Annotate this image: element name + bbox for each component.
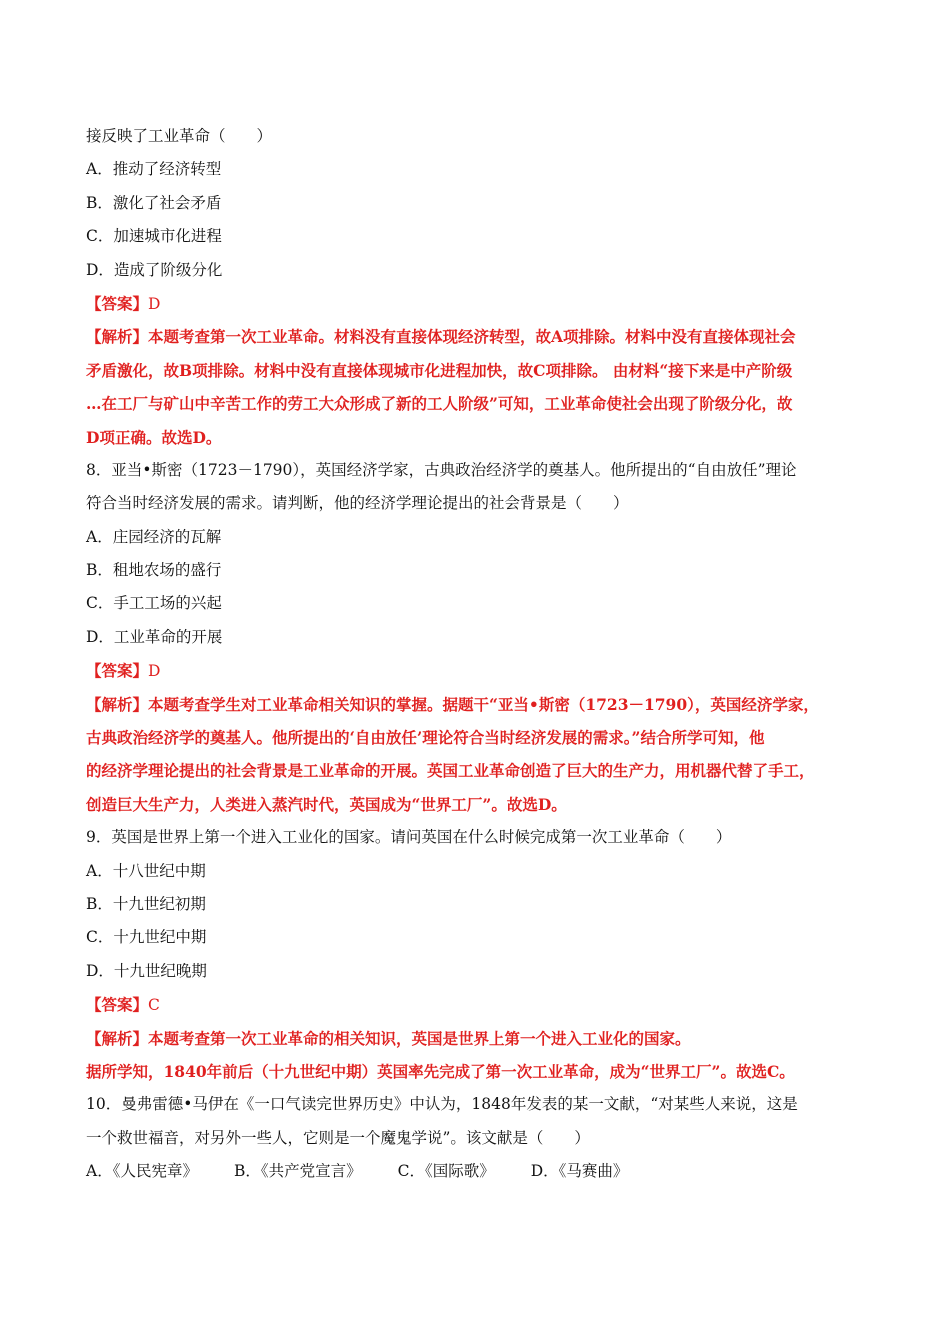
- answer-value: D: [148, 662, 161, 681]
- q10-option-c: C．《国际歌》: [397, 1162, 495, 1181]
- analysis-label: 【解析】: [86, 694, 149, 714]
- q7-answer: [86, 287, 876, 320]
- analysis-label: 【解析】: [86, 327, 149, 347]
- q8-analysis-line-1: [86, 688, 876, 721]
- q10-options: [86, 1155, 876, 1188]
- answer-label: 【答案】: [86, 995, 149, 1015]
- q7-analysis-line-4: D项正确。故选D。: [86, 427, 222, 447]
- q8-stem-line-1: 8．亚当•斯密（1723－1790），英国经济学家，古典政治经济学的奠基人。他所提出的“自由放任”理论: [86, 460, 797, 479]
- q10-option-b: B．《共产党宣言》: [233, 1162, 362, 1181]
- q9-answer: [86, 988, 876, 1021]
- q10-stem-line-2: 一个救世福音，对另外一些人，它则是一个魔鬼学说”。该文献是（ ）: [86, 1128, 590, 1147]
- q8-analysis-line-2: 古典政治经济学的奠基人。他所提出的‘自由放任’理论符合当时经济发展的需求。”结合所学可知，他: [86, 728, 765, 748]
- q8-analysis-line-3: 的经济学理论提出的社会背景是工业革命的开展。英国工业革命创造了巨大的生产力，用机器代替了手工，: [86, 761, 815, 781]
- q8-stem-line-2: 符合当时经济发展的需求。请判断，他的经济学理论提出的社会背景是（ ）: [86, 494, 629, 513]
- q9-option-d: D．十九世纪晚期: [86, 961, 207, 980]
- q7-analysis-line-2: 矛盾激化，故B项排除。材料中没有直接体现城市化进程加快，故C项排除。 由材料“接下来是中产阶级: [86, 360, 793, 380]
- answer-value: C: [148, 996, 160, 1015]
- analysis-text: 本题考查学生对工业革命相关知识的掌握。据题干“亚当•斯密（1723－1790），英国经济学家，: [148, 694, 819, 714]
- q9-analysis-line-1: [86, 1022, 876, 1055]
- q9-stem: 9．英国是世界上第一个进入工业化的国家。请问英国在什么时候完成第一次工业革命（ ）: [86, 828, 732, 847]
- q7-option-b: B．激化了社会矛盾: [86, 193, 222, 212]
- q8-answer: [86, 654, 876, 687]
- q8-analysis-line-4: 创造巨大生产力，人类进入蒸汽时代，英国成为“世界工厂”。故选D。: [86, 794, 567, 814]
- q10-option-d: D．《马赛曲》: [530, 1162, 629, 1181]
- q10-stem-line-1: 10．曼弗雷德•马伊在《一口气读完世界历史》中认为，1848年发表的某一文献，“对某些人来说，这是: [86, 1095, 798, 1114]
- q7-option-d: D．造成了阶级分化: [86, 260, 223, 279]
- q7-option-c: C．加速城市化进程: [86, 227, 222, 246]
- q8-option-c: C．手工工场的兴起: [86, 594, 222, 613]
- q7-option-a: A．推动了经济转型: [86, 160, 222, 179]
- q10-option-a: A．《人民宪章》: [86, 1162, 198, 1181]
- document-page: [86, 120, 876, 1189]
- q7-stem-tail: 接反映了工业革命（ ）: [86, 127, 273, 145]
- q8-option-d: D．工业革命的开展: [86, 627, 223, 646]
- q9-option-a: A．十八世纪中期: [86, 861, 206, 880]
- q8-option-b: B．租地农场的盛行: [86, 561, 222, 580]
- analysis-text: 本题考查第一次工业革命的相关知识，英国是世界上第一个进入工业化的国家。: [148, 1028, 691, 1048]
- answer-value: D: [148, 294, 161, 313]
- q7-analysis-line-1: [86, 320, 876, 353]
- answer-label: 【答案】: [86, 661, 149, 681]
- analysis-text: 本题考查第一次工业革命。材料没有直接体现经济转型，故A项排除。材料中没有直接体现社会: [148, 327, 796, 347]
- q7-analysis-line-3: …在工厂与矿山中辛苦工作的劳工大众形成了新的工人阶级”可知，工业革命使社会出现了阶级分化，故: [86, 394, 793, 414]
- q9-option-b: B．十九世纪初期: [86, 894, 206, 913]
- q9-analysis-line-2: 据所学知，1840年前后（十九世纪中期）英国率先完成了第一次工业革命，成为“世界工厂”。故选C。: [86, 1061, 795, 1081]
- q8-option-a: A．庄园经济的瓦解: [86, 527, 222, 546]
- q9-option-c: C．十九世纪中期: [86, 928, 207, 947]
- answer-label: 【答案】: [86, 293, 149, 313]
- analysis-label: 【解析】: [86, 1028, 149, 1048]
